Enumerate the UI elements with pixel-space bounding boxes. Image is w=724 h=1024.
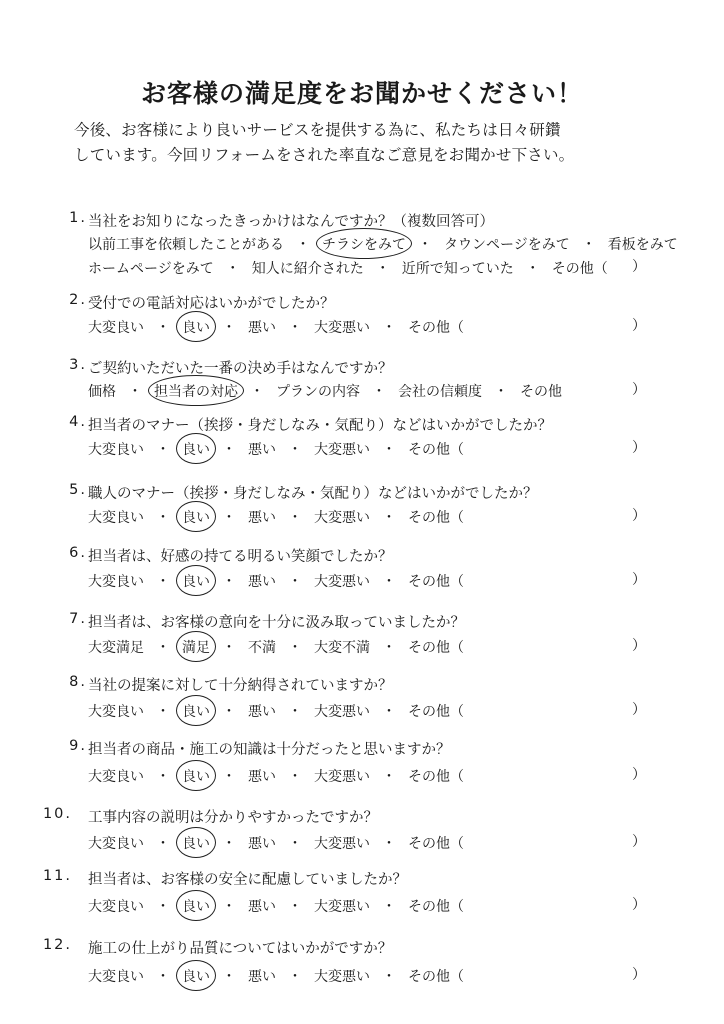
question-text: 当社の提案に対して十分納得されていますか？: [88, 678, 393, 694]
question-number: 12.: [42, 937, 72, 953]
answer-options: [88, 766, 464, 786]
answer-option[interactable]: 悪い: [248, 510, 276, 526]
answer-option[interactable]: 悪い: [248, 899, 276, 915]
option-separator: ・: [288, 510, 302, 526]
option-separator: ・: [525, 261, 540, 277]
option-separator: ・: [222, 320, 236, 336]
question-number: 10.: [42, 806, 72, 822]
answer-option[interactable]: 大変悪い: [314, 836, 370, 852]
option-separator: ・: [222, 704, 236, 720]
answer-options: [88, 637, 464, 657]
selection-circle: [148, 375, 244, 406]
option-separator: ・: [222, 442, 236, 458]
answer-option[interactable]: 悪い: [248, 442, 276, 458]
answer-option[interactable]: 大変悪い: [314, 769, 370, 785]
answer-option[interactable]: その他（: [408, 442, 464, 458]
answer-option[interactable]: 大変良い: [88, 969, 144, 985]
question-text: 担当者は、お客様の安全に配慮していましたか？: [88, 872, 407, 888]
answer-option[interactable]: 大変悪い: [314, 320, 370, 336]
answer-option[interactable]: 大変良い: [88, 442, 144, 458]
answer-options: [88, 507, 464, 527]
option-separator: ・: [382, 442, 396, 458]
option-separator: ・: [382, 704, 396, 720]
option-separator: ・: [382, 969, 396, 985]
option-separator: ・: [296, 237, 310, 253]
answer-option[interactable]: 大変悪い: [314, 969, 370, 985]
close-paren: ）: [632, 259, 646, 275]
question-text: 担当者は、お客様の意向を十分に汲み取っていましたか？: [88, 615, 465, 631]
answer-option[interactable]: 大変悪い: [314, 899, 370, 915]
close-paren: ）: [632, 440, 646, 456]
option-separator: ・: [156, 640, 170, 656]
answer-option-selected[interactable]: 良い: [182, 833, 210, 853]
answer-option-selected[interactable]: 良い: [182, 896, 210, 916]
option-separator: ・: [288, 769, 302, 785]
answer-options: [88, 701, 464, 721]
answer-option[interactable]: その他（: [408, 769, 464, 785]
option-separator: ・: [581, 237, 596, 253]
answer-option[interactable]: その他（: [408, 969, 464, 985]
question-number: 3.: [69, 357, 87, 373]
answer-option[interactable]: 知人に紹介された: [251, 261, 364, 277]
close-paren: ）: [632, 318, 646, 334]
survey-title: お客様の満足度をお聞かせください！: [140, 79, 583, 108]
option-separator: ・: [156, 969, 170, 985]
answer-option[interactable]: 悪い: [248, 704, 276, 720]
selection-circle: [176, 827, 216, 858]
answer-options: [88, 258, 608, 278]
option-separator: ・: [222, 640, 236, 656]
answer-option-selected[interactable]: 良い: [182, 701, 210, 721]
question-text: 担当者のマナー（挨拶・身だしなみ・気配り）などはいかがでしたか？: [88, 418, 552, 434]
answer-options: [88, 966, 464, 986]
question-number: 8.: [69, 674, 87, 690]
selection-circle: [316, 228, 412, 259]
answer-option-selected[interactable]: 良い: [182, 966, 210, 986]
answer-option[interactable]: その他（: [408, 574, 464, 590]
answer-option-selected[interactable]: 良い: [182, 317, 210, 337]
answer-options: [88, 439, 464, 459]
question-number: 7.: [69, 611, 87, 627]
selection-circle: [176, 890, 216, 921]
question-number: 5.: [69, 482, 87, 498]
answer-option[interactable]: その他（: [408, 640, 464, 656]
option-separator: ・: [288, 640, 302, 656]
option-separator: ・: [382, 640, 396, 656]
answer-option[interactable]: 大変悪い: [314, 442, 370, 458]
answer-options: [88, 896, 464, 916]
close-paren: ）: [632, 638, 646, 654]
answer-options: [88, 833, 464, 853]
answer-option[interactable]: 悪い: [248, 574, 276, 590]
option-separator: ・: [222, 969, 236, 985]
option-separator: ・: [288, 836, 302, 852]
close-paren: ）: [632, 834, 646, 850]
question-number: 1.: [69, 210, 87, 226]
answer-option[interactable]: 大変悪い: [314, 704, 370, 720]
answer-option[interactable]: 悪い: [248, 836, 276, 852]
answer-option-selected[interactable]: チラシをみて: [322, 234, 406, 254]
option-separator: ・: [156, 836, 170, 852]
option-separator: ・: [382, 899, 396, 915]
option-separator: ・: [494, 384, 508, 400]
question-text: 施工の仕上がり品質についてはいかがですか？: [88, 941, 393, 957]
answer-option[interactable]: その他（: [408, 899, 464, 915]
question-text: 担当者の商品・施工の知識は十分だったと思いますか？: [88, 742, 451, 758]
answer-option[interactable]: 悪い: [248, 320, 276, 336]
option-separator: ・: [156, 769, 170, 785]
selection-circle: [176, 631, 216, 662]
selection-circle: [176, 565, 216, 596]
option-separator: ・: [382, 836, 396, 852]
option-separator: ・: [222, 574, 236, 590]
question-text: 工事内容の説明は分かりやすかったですか？: [88, 810, 378, 826]
answer-option-selected[interactable]: 良い: [182, 507, 210, 527]
answer-option[interactable]: 会社の信頼度: [398, 384, 482, 400]
option-separator: ・: [250, 384, 264, 400]
answer-option-selected[interactable]: 良い: [182, 571, 210, 591]
answer-options: [88, 381, 562, 401]
answer-option[interactable]: その他（: [408, 704, 464, 720]
intro-line-1: 今後、お客様により良いサービスを提供する為に、私たちは日々研鑽: [74, 121, 561, 139]
answer-option[interactable]: その他（: [408, 320, 464, 336]
option-separator: ・: [382, 320, 396, 336]
option-separator: ・: [382, 510, 396, 526]
option-separator: ・: [288, 320, 302, 336]
option-separator: ・: [382, 769, 396, 785]
question-text: 担当者は、好感の持てる明るい笑顔でしたか？: [88, 549, 393, 565]
question-number: 9.: [69, 738, 87, 754]
option-separator: ・: [222, 769, 236, 785]
answer-option[interactable]: 看板をみて: [607, 237, 678, 253]
selection-circle: [176, 960, 216, 991]
close-paren: ）: [632, 767, 646, 783]
answer-options: [88, 317, 464, 337]
option-separator: ・: [222, 510, 236, 526]
question-number: 2.: [69, 292, 87, 308]
option-separator: ・: [156, 574, 170, 590]
option-separator: ・: [156, 704, 170, 720]
option-separator: ・: [288, 899, 302, 915]
answer-option-selected[interactable]: 良い: [182, 766, 210, 786]
answer-option-selected[interactable]: 満足: [182, 637, 210, 657]
question-text: 受付での電話対応はいかがでしたか？: [88, 296, 335, 312]
answer-option[interactable]: 以前工事を依頼したことがある: [88, 237, 284, 253]
answer-options: [88, 234, 678, 254]
option-separator: ・: [225, 261, 240, 277]
answer-option[interactable]: 大変良い: [88, 899, 144, 915]
option-separator: ・: [372, 384, 386, 400]
option-separator: ・: [288, 574, 302, 590]
question-text: ご契約いただいた一番の決め手はなんですか？: [88, 361, 393, 377]
option-separator: ・: [156, 510, 170, 526]
answer-option[interactable]: その他（: [408, 836, 464, 852]
answer-option[interactable]: 大変悪い: [314, 510, 370, 526]
answer-option-selected[interactable]: 良い: [182, 439, 210, 459]
option-separator: ・: [156, 442, 170, 458]
intro-line-2: しています。今回リフォームをされた率直なご意見をお聞かせ下さい。: [74, 146, 575, 164]
option-separator: ・: [156, 320, 170, 336]
answer-option[interactable]: その他: [520, 384, 562, 400]
answer-option[interactable]: 近所で知っていた: [401, 261, 514, 277]
answer-option[interactable]: 価格: [88, 384, 116, 400]
answer-option[interactable]: 大変満足: [88, 640, 144, 656]
option-separator: ・: [382, 574, 396, 590]
close-paren: ）: [632, 572, 646, 588]
answer-option[interactable]: その他（: [551, 261, 608, 277]
option-separator: ・: [222, 899, 236, 915]
selection-circle: [176, 311, 216, 342]
option-separator: ・: [418, 237, 432, 253]
option-separator: ・: [288, 442, 302, 458]
answer-option-selected[interactable]: 担当者の対応: [154, 381, 238, 401]
close-paren: ）: [632, 967, 646, 983]
selection-circle: [176, 695, 216, 726]
question-number: 11.: [42, 868, 72, 884]
selection-circle: [176, 433, 216, 464]
answer-option[interactable]: 大変不満: [314, 640, 370, 656]
selection-circle: [176, 760, 216, 791]
answer-option[interactable]: 大変良い: [88, 769, 144, 785]
answer-option[interactable]: 悪い: [248, 969, 276, 985]
answer-option[interactable]: 大変良い: [88, 574, 144, 590]
answer-option[interactable]: プランの内容: [276, 384, 360, 400]
selection-circle: [176, 501, 216, 532]
answer-option[interactable]: 大変悪い: [314, 574, 370, 590]
question-text: 職人のマナー（挨拶・身だしなみ・気配り）などはいかがでしたか？: [88, 486, 538, 502]
answer-option[interactable]: ホームページをみて: [88, 261, 214, 277]
answer-option[interactable]: 大変良い: [88, 510, 144, 526]
question-number: 4.: [69, 414, 87, 430]
close-paren: ）: [632, 702, 646, 718]
option-separator: ・: [222, 836, 236, 852]
answer-option[interactable]: 大変良い: [88, 836, 144, 852]
close-paren: ）: [632, 508, 646, 524]
question-number: 6.: [69, 545, 87, 561]
close-paren: ）: [632, 897, 646, 913]
option-separator: ・: [288, 704, 302, 720]
close-paren: ）: [632, 382, 646, 398]
answer-option[interactable]: 大変良い: [88, 704, 144, 720]
option-separator: ・: [156, 899, 170, 915]
option-separator: ・: [288, 969, 302, 985]
option-separator: ・: [128, 384, 142, 400]
answer-option[interactable]: タウンページをみて: [444, 237, 570, 253]
answer-options: [88, 571, 464, 591]
answer-option[interactable]: 悪い: [248, 769, 276, 785]
question-text: 当社をお知りになったきっかけはなんですか？（複数回答可）: [88, 214, 494, 230]
answer-option[interactable]: 不満: [248, 640, 276, 656]
option-separator: ・: [375, 261, 390, 277]
answer-option[interactable]: その他（: [408, 510, 464, 526]
answer-option[interactable]: 大変良い: [88, 320, 144, 336]
